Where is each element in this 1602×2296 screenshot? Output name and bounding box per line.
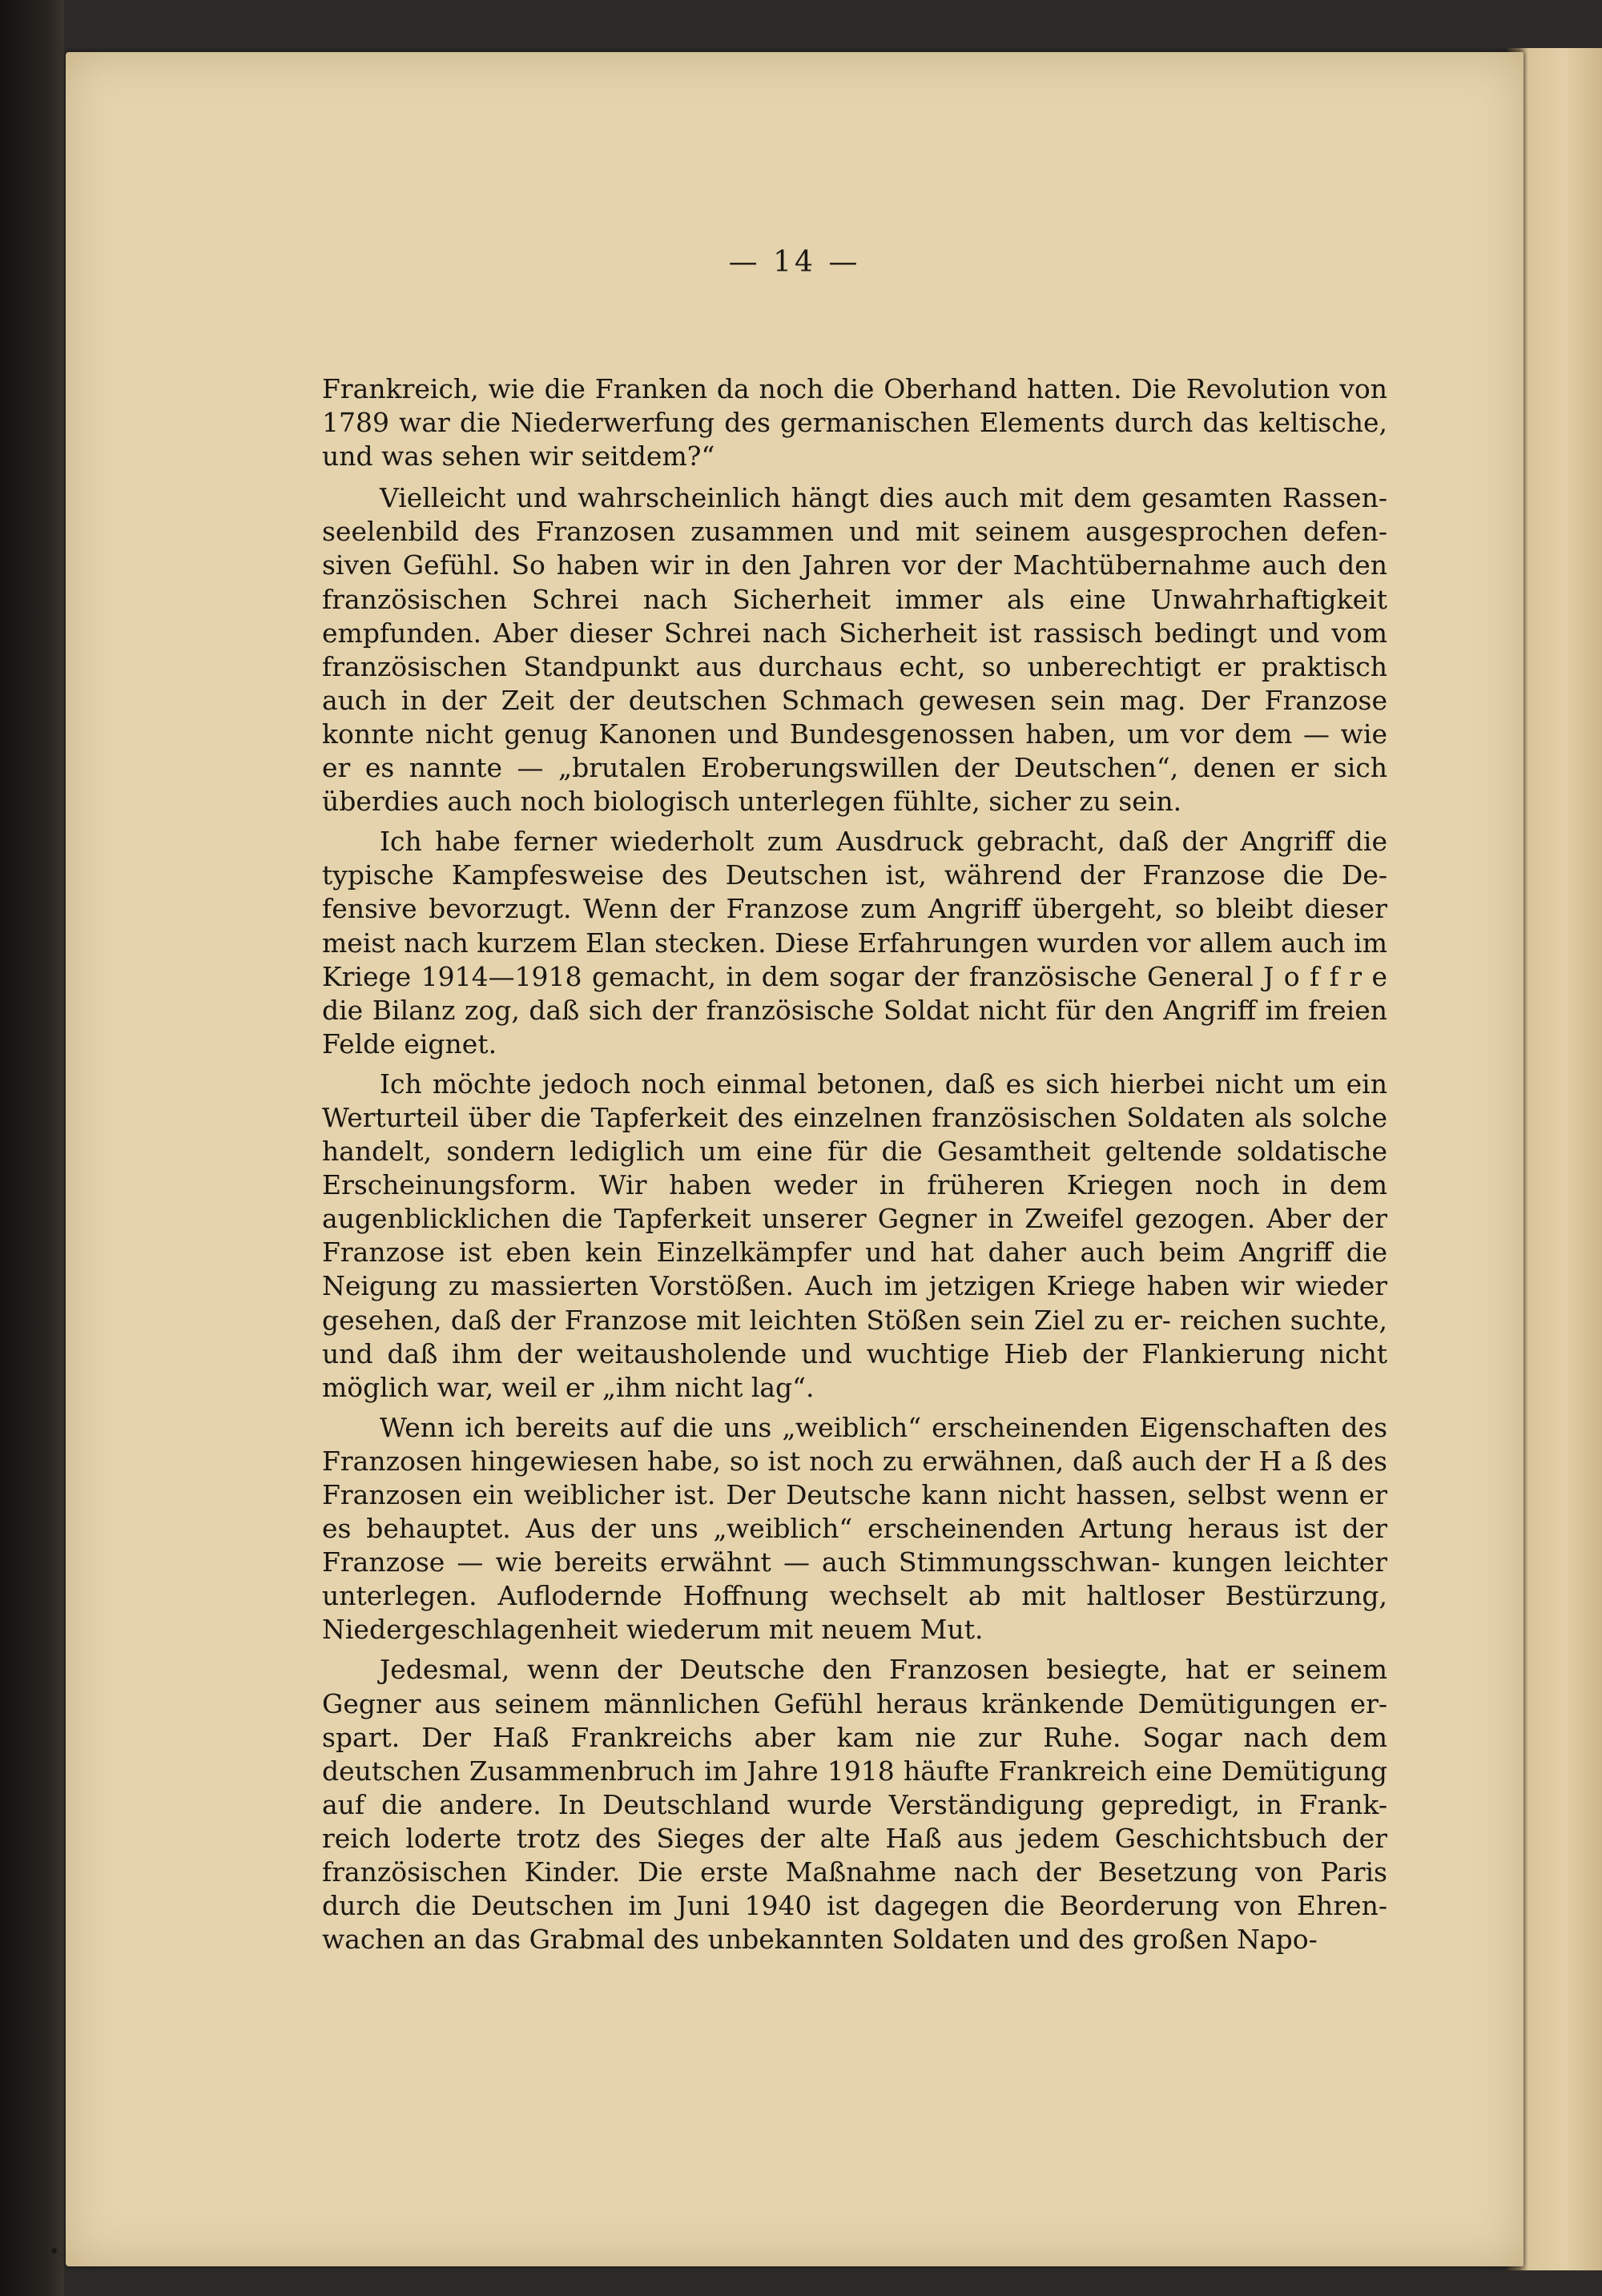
page-body-text: [322, 372, 1387, 1963]
paragraph: Ich habe ferner wiederholt zum Ausdruck gebracht, daß der Angriff die typische Kampfesweise des Deutschen ist, während der Franzose die De- fensive bevorzugt. Wenn der Franzose zum Angriff übergeht, so bleibt dieser meist nach kurzem Elan stecken. Diese Erfahrungen wurden vor allem auch im Kriege 1914—1918 gemacht, in dem sogar der französische General J o f f r e die Bilanz zog, daß sich der französische Soldat nicht für den Angriff im freien Felde eignet.: [322, 826, 1387, 1060]
scan-speck: [51, 2248, 57, 2254]
paragraph: Jedesmal, wenn der Deutsche den Franzosen besiegte, hat er seinem Gegner aus seinem männlichen Gefühl heraus kränkende Demütigungen er- spart. Der Haß Frankreichs aber kam nie zur Ruhe. Sogar nach dem deutschen Zusammenbruch im Jahre 1918 häufte Frankreich eine Demütigung auf die andere. In Deutschland wurde Verständigung gepredigt, in Frank- reich loderte trotz des Sieges der alte Haß aus jedem Geschichtsbuch der französischen Kinder. Die erste Maßnahme nach der Besetzung von Paris durch die Deutschen im Juni 1940 ist dagegen die Beorderung von Ehren- wachen an das Grabmal des unbekannten Soldaten und des großen Napo-: [322, 1654, 1387, 1956]
paragraph: Wenn ich bereits auf die uns „weiblich“ erscheinenden Eigenschaften des Franzosen hingewiesen habe, so ist noch zu erwähnen, daß auch der H a ß des Franzosen ein weiblicher ist. Der Deutsche kann nicht hassen, selbst wenn er es behauptet. Aus der uns „weiblich“ erscheinenden Artung heraus ist der Franzose — wie bereits erwähnt — auch Stimmungsschwan- kungen leichter unterlegen. Auflodernde Hoffnung wechselt ab mit haltloser Bestürzung, Niedergeschlagenheit wiederum mit neuem Mut.: [322, 1411, 1387, 1646]
scan-background-left: [0, 0, 64, 2296]
page-number: — 14 —: [728, 246, 861, 279]
paragraph: Vielleicht und wahrscheinlich hängt dies auch mit dem gesamten Rassen- seelenbild des Franzosen zusammen und mit seinem ausgesprochen defen- siven Gefühl. So haben wir in den Jahren vor der Machtübernahme auch den französischen Schrei nach Sicherheit immer als eine Unwahrhaftigkeit empfunden. Aber dieser Schrei nach Sicherheit ist rassisch bedingt und vom französischen Standpunkt aus durchaus echt, so unberechtigt er praktisch auch in der Zeit der deutschen Schmach gewesen sein mag. Der Franzose konnte nicht genug Kanonen und Bundesgenossen haben, um vor dem — wie er es nannte — „brutalen Eroberungswillen der Deutschen“, denen er sich überdies auch noch biologisch unterlegen fühlte, sicher zu sein.: [322, 482, 1387, 818]
paragraph-continuation: Frankreich, wie die Franken da noch die Oberhand hatten. Die Revolution von 1789 war die Niederwerfung des germanischen Elements durch das keltische, und was sehen wir seitdem?“: [322, 373, 1387, 472]
book-page: [66, 52, 1524, 2266]
paragraph: Ich möchte jedoch noch einmal betonen, daß es sich hierbei nicht um ein Werturteil über die Tapferkeit des einzelnen französischen Soldaten als solche handelt, sondern lediglich um eine für die Gesamtheit geltende soldatische Erscheinungsform. Wir haben weder in früheren Kriegen noch in dem augenblicklichen die Tapferkeit unserer Gegner in Zweifel gezogen. Aber der Franzose ist eben kein Einzelkämpfer und hat daher auch beim Angriff die Neigung zu massierten Vorstößen. Auch im jetzigen Kriege haben wir wieder gesehen, daß der Franzose mit leichten Stößen sein Ziel zu er- reichen suchte, und daß ihm der weitausholende und wuchtige Hieb der Flankierung nicht möglich war, weil er „ihm nicht lag“.: [322, 1068, 1387, 1403]
